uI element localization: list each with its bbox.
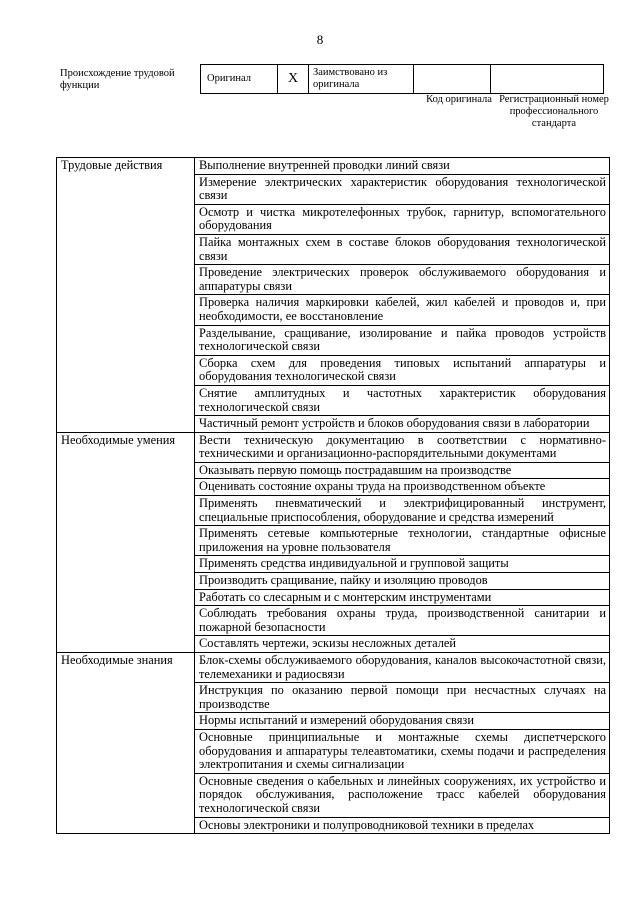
- list-item: Проведение электрических проверок обслуживаемого оборудования и аппаратуры связи: [195, 265, 610, 295]
- list-item: Оказывать первую помощь пострадавшим на производстве: [195, 462, 610, 479]
- list-item: Применять пневматический и электрифицированный инструмент, специальные приспособления, оборудование и средства измерений: [195, 496, 610, 526]
- reg-caption: Регистрационный номер профессионального стандарта: [499, 94, 609, 129]
- original-mark: X: [278, 65, 309, 94]
- code-caption: Код оригинала: [426, 94, 492, 105]
- reg-number-cell: [491, 65, 604, 94]
- borrowed-cell: Заимствовано из оригинала: [309, 65, 414, 94]
- list-item: Разделывание, сращивание, изолирование и пайка проводов устройств технологической связи: [195, 325, 610, 355]
- table-row: [57, 653, 610, 683]
- original-cell: Оригинал: [201, 65, 278, 94]
- list-item: Основные принципиальные и монтажные схемы диспетчерского оборудования и аппаратуры телеавтоматики, схемы подачи и распределения электропитания и схемы сигнализации: [195, 729, 610, 773]
- list-item: Снятие амплитудных и частотных характеристик оборудования технологической связи: [195, 385, 610, 415]
- section-title: Необходимые знания: [57, 653, 195, 834]
- list-item: Работать со слесарным и с монтерским инструментами: [195, 589, 610, 606]
- list-item: Составлять чертежи, эскизы несложных деталей: [195, 636, 610, 653]
- table-row: [57, 158, 610, 175]
- list-item: Проверка наличия маркировки кабелей, жил кабелей и проводов и, при необходимости, ее восстановление: [195, 295, 610, 325]
- list-item: Блок-схемы обслуживаемого оборудования, каналов высокочастотной связи, телемеханики и радиосвязи: [195, 653, 610, 683]
- list-item: Сборка схем для проведения типовых испытаний аппаратуры и оборудования технологической связи: [195, 355, 610, 385]
- section-title: Трудовые действия: [57, 158, 195, 433]
- origin-label: Происхождение трудовой функции: [60, 68, 175, 91]
- function-table: [56, 157, 610, 834]
- list-item: Вести техническую документацию в соответствии с нормативно-техническими и организационно-распорядительными документами: [195, 432, 610, 462]
- list-item: Измерение электрических характеристик оборудования технологической связи: [195, 174, 610, 204]
- list-item: Выполнение внутренней проводки линий связи: [195, 158, 610, 175]
- list-item: Производить сращивание, пайку и изоляцию проводов: [195, 573, 610, 590]
- list-item: Соблюдать требования охраны труда, производственной санитарии и пожарной безопасности: [195, 606, 610, 636]
- list-item: Частичный ремонт устройств и блоков оборудования связи в лаборатории: [195, 416, 610, 433]
- list-item: Инструкция по оказанию первой помощи при несчастных случаях на производстве: [195, 683, 610, 713]
- list-item: Нормы испытаний и измерений оборудования связи: [195, 713, 610, 730]
- list-item: Пайка монтажных схем в составе блоков оборудования технологической связи: [195, 234, 610, 264]
- page-number: 8: [316, 32, 324, 47]
- list-item: Осмотр и чистка микротелефонных трубок, гарнитур, вспомогательного оборудования: [195, 204, 610, 234]
- list-item: Основные сведения о кабельных и линейных сооружениях, их устройство и порядок обслуживания, расположение трасс кабелей оборудования технологической связи: [195, 773, 610, 817]
- list-item: Оценивать состояние охраны труда на производственном объекте: [195, 479, 610, 496]
- origin-table: [200, 64, 604, 94]
- list-item: Применять сетевые компьютерные технологии, стандартные офисные приложения на уровне пользователя: [195, 526, 610, 556]
- table-row: [57, 432, 610, 462]
- list-item: Применять средства индивидуальной и групповой защиты: [195, 556, 610, 573]
- list-item: Основы электроники и полупроводниковой техники в пределах: [195, 817, 610, 834]
- code-cell: [414, 65, 491, 94]
- function-table-wrapper: [56, 157, 610, 905]
- section-title: Необходимые умения: [57, 432, 195, 652]
